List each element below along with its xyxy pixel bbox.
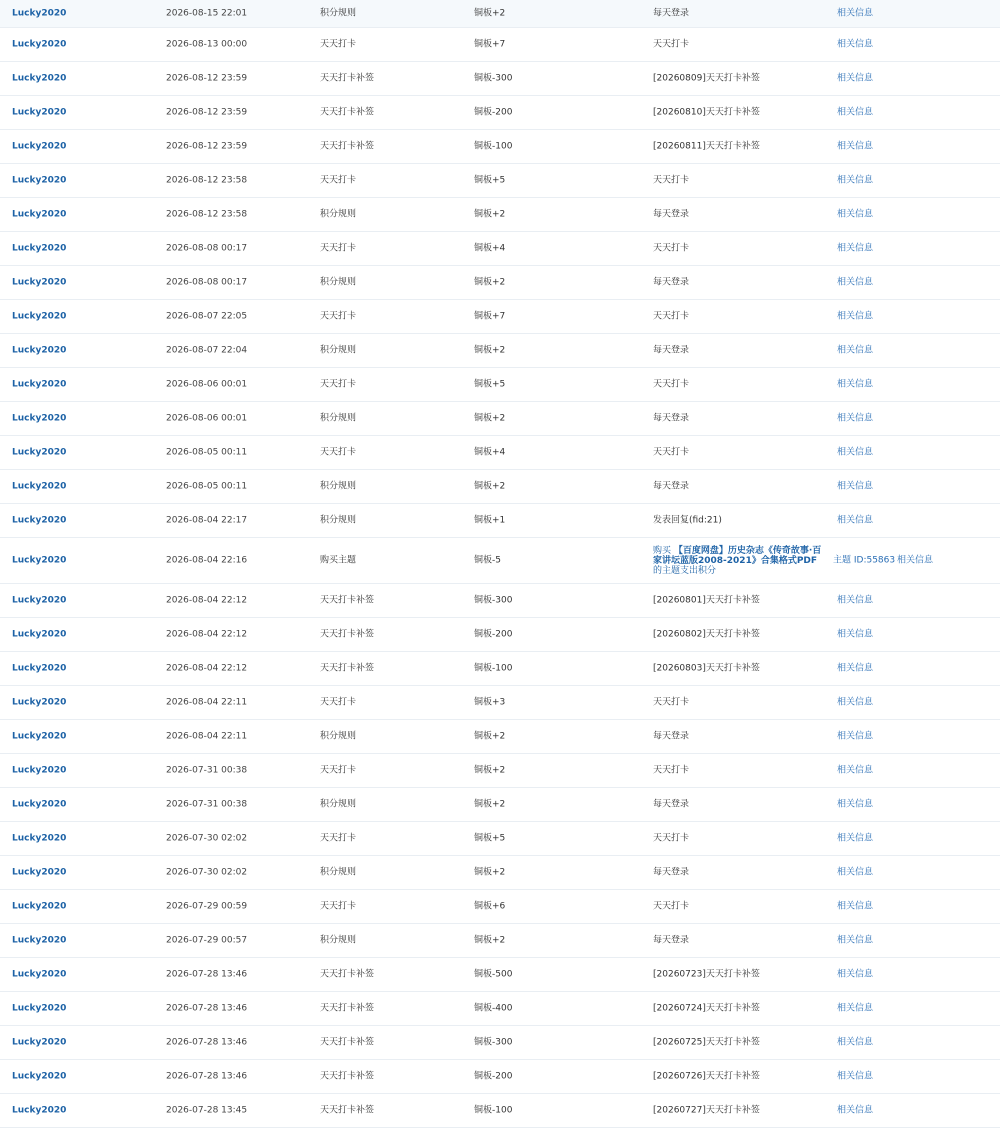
- log-detail: 每天登录: [653, 277, 690, 287]
- log-detail: 天天打卡: [653, 39, 690, 49]
- username-link[interactable]: Lucky2020: [12, 175, 67, 185]
- credit-change: 铜板+5: [474, 175, 506, 185]
- table-row: [0, 754, 1000, 788]
- operation-type: 积分规则: [320, 867, 357, 877]
- table-row: [0, 890, 1000, 924]
- operation-type: 天天打卡: [320, 175, 357, 185]
- log-detail: [20260803]天天打卡补签: [653, 663, 760, 673]
- credit-change: 铜板+5: [474, 379, 506, 389]
- log-time: 2026-07-28 13:46: [166, 1071, 248, 1081]
- log-time: 2026-08-06 00:01: [166, 379, 248, 389]
- log-time: 2026-07-28 13:46: [166, 969, 248, 979]
- username-link[interactable]: Lucky2020: [12, 277, 67, 287]
- credit-change: 铜板-500: [474, 969, 513, 979]
- username-link[interactable]: Lucky2020: [12, 901, 67, 911]
- related-info-link[interactable]: 相关信息: [837, 379, 874, 389]
- username-link[interactable]: Lucky2020: [12, 731, 67, 741]
- related-info-link[interactable]: 相关信息: [837, 8, 874, 18]
- related-info-link[interactable]: 相关信息: [837, 1071, 874, 1081]
- operation-type: 积分规则: [320, 481, 357, 491]
- topic-title-link[interactable]: 【百度网盘】历史杂志《传奇故事·百家讲坛蓝版2008-2021》合集格式PDF: [653, 545, 822, 566]
- username-link[interactable]: Lucky2020: [12, 141, 67, 151]
- log-detail: 每天登录: [653, 8, 690, 18]
- log-detail: 每天登录: [653, 935, 690, 945]
- table-row: [0, 686, 1000, 720]
- log-time: 2026-08-12 23:58: [166, 175, 248, 185]
- username-link[interactable]: Lucky2020: [12, 799, 67, 809]
- log-detail: [20260725]天天打卡补签: [653, 1037, 760, 1047]
- operation-type: 积分规则: [320, 345, 357, 355]
- credit-change: 铜板-200: [474, 629, 513, 639]
- log-time: 2026-08-06 00:01: [166, 413, 248, 423]
- log-time: 2026-08-08 00:17: [166, 277, 248, 287]
- log-time: 2026-08-07 22:05: [166, 311, 248, 321]
- log-time: 2026-08-04 22:12: [166, 629, 248, 639]
- operation-type: 购买主题: [320, 555, 357, 565]
- credit-change: 铜板+2: [474, 867, 506, 877]
- credit-change: 铜板+2: [474, 799, 506, 809]
- credit-change: 铜板+2: [474, 731, 506, 741]
- log-time: 2026-08-12 23:58: [166, 209, 248, 219]
- log-time: 2026-08-04 22:11: [166, 731, 248, 741]
- related-info-link[interactable]: 相关信息: [837, 515, 874, 525]
- operation-type: 积分规则: [320, 413, 357, 423]
- credit-change: 铜板+6: [474, 901, 506, 911]
- table-row: [0, 1060, 1000, 1094]
- table-row: [0, 300, 1000, 334]
- log-detail: 天天打卡: [653, 379, 690, 389]
- related-info-link[interactable]: 相关信息: [837, 595, 874, 605]
- related-info-link[interactable]: 相关信息: [837, 765, 874, 775]
- credit-change: 铜板+2: [474, 8, 506, 18]
- operation-type: 天天打卡补签: [320, 1003, 375, 1013]
- table-row: [0, 618, 1000, 652]
- username-link[interactable]: Lucky2020: [12, 935, 67, 945]
- log-detail: 每天登录: [653, 799, 690, 809]
- detail-suffix: 的主题支出积分: [653, 565, 717, 576]
- username-link[interactable]: Lucky2020: [12, 107, 67, 117]
- operation-type: 天天打卡: [320, 243, 357, 253]
- log-time: 2026-08-04 22:17: [166, 515, 248, 525]
- operation-type: 天天打卡: [320, 447, 357, 457]
- log-time: 2026-07-30 02:02: [166, 833, 248, 843]
- log-time: 2026-07-29 00:57: [166, 935, 248, 945]
- username-link[interactable]: Lucky2020: [12, 515, 67, 525]
- operation-type: 积分规则: [320, 935, 357, 945]
- table-row: [0, 130, 1000, 164]
- related-info-link[interactable]: 相关信息: [837, 833, 874, 843]
- username-link[interactable]: Lucky2020: [12, 629, 67, 639]
- related-info-link[interactable]: 相关信息: [837, 243, 874, 253]
- log-detail: [20260727]天天打卡补签: [653, 1105, 760, 1115]
- log-detail: 天天打卡: [653, 447, 690, 457]
- log-time: 2026-08-04 22:16: [166, 555, 248, 565]
- log-detail: [20260726]天天打卡补签: [653, 1071, 760, 1081]
- log-detail: 每天登录: [653, 345, 690, 355]
- credit-change: 铜板-5: [474, 555, 501, 565]
- log-detail: [20260810]天天打卡补签: [653, 107, 760, 117]
- credit-change: 铜板-300: [474, 1037, 513, 1047]
- operation-type: 天天打卡: [320, 833, 357, 843]
- log-time: 2026-08-04 22:12: [166, 595, 248, 605]
- credit-change: 铜板+2: [474, 345, 506, 355]
- credit-change: 铜板-200: [474, 107, 513, 117]
- operation-type: 积分规则: [320, 799, 357, 809]
- table-row: [0, 992, 1000, 1026]
- credit-change: 铜板-300: [474, 595, 513, 605]
- credit-change: 铜板+2: [474, 277, 506, 287]
- related-info-link[interactable]: 相关信息: [837, 73, 874, 83]
- operation-type: 天天打卡补签: [320, 141, 375, 151]
- credit-change: 铜板+3: [474, 697, 506, 707]
- log-detail: 每天登录: [653, 867, 690, 877]
- log-detail: 天天打卡: [653, 175, 690, 185]
- operation-type: 天天打卡补签: [320, 107, 375, 117]
- related-info-link[interactable]: 相关信息: [897, 555, 934, 565]
- username-link[interactable]: Lucky2020: [12, 833, 67, 843]
- operation-type: 积分规则: [320, 731, 357, 741]
- credit-change: 铜板-300: [474, 73, 513, 83]
- related-info-link[interactable]: 相关信息: [837, 1105, 874, 1115]
- log-time: 2026-07-30 02:02: [166, 867, 248, 877]
- table-row: [0, 470, 1000, 504]
- log-detail: 天天打卡: [653, 243, 690, 253]
- operation-type: 天天打卡补签: [320, 1105, 375, 1115]
- related-info-link[interactable]: 相关信息: [837, 39, 874, 49]
- log-detail: 天天打卡: [653, 833, 690, 843]
- log-detail: [20260723]天天打卡补签: [653, 969, 760, 979]
- topic-id-link[interactable]: 主题 ID:55863: [833, 555, 896, 565]
- log-time: 2026-08-15 22:01: [166, 8, 248, 18]
- table-row: [0, 1026, 1000, 1060]
- operation-type: 天天打卡补签: [320, 629, 375, 639]
- table-row: [0, 232, 1000, 266]
- related-info-link[interactable]: 相关信息: [837, 481, 874, 491]
- log-detail: 每天登录: [653, 481, 690, 491]
- table-row: [0, 504, 1000, 538]
- username-link[interactable]: Lucky2020: [12, 73, 67, 83]
- username-link[interactable]: Lucky2020: [12, 39, 67, 49]
- username-link[interactable]: Lucky2020: [12, 1037, 67, 1047]
- log-time: 2026-08-04 22:12: [166, 663, 248, 673]
- log-time: 2026-08-13 00:00: [166, 39, 248, 49]
- log-detail: 天天打卡: [653, 765, 690, 775]
- operation-type: 天天打卡补签: [320, 969, 375, 979]
- log-detail: 天天打卡: [653, 901, 690, 911]
- related-info-link[interactable]: 相关信息: [837, 175, 874, 185]
- table-row: [0, 0, 1000, 28]
- table-row: [0, 652, 1000, 686]
- operation-type: 天天打卡: [320, 379, 357, 389]
- credit-change: 铜板+7: [474, 311, 506, 321]
- log-detail: 每天登录: [653, 413, 690, 423]
- credit-change: 铜板-200: [474, 1071, 513, 1081]
- credit-change: 铜板+2: [474, 209, 506, 219]
- table-row: [0, 720, 1000, 754]
- log-time: 2026-07-28 13:46: [166, 1037, 248, 1047]
- log-detail: [20260811]天天打卡补签: [653, 141, 760, 151]
- table-row: [0, 856, 1000, 890]
- credit-change: 铜板+4: [474, 243, 506, 253]
- credit-change: 铜板+4: [474, 447, 506, 457]
- username-link[interactable]: Lucky2020: [12, 595, 67, 605]
- log-detail: [20260724]天天打卡补签: [653, 1003, 760, 1013]
- credit-change: 铜板+5: [474, 833, 506, 843]
- table-row: [0, 368, 1000, 402]
- table-row: [0, 436, 1000, 470]
- related-info-link[interactable]: 相关信息: [837, 969, 874, 979]
- table-row: [0, 96, 1000, 130]
- operation-type: 天天打卡补签: [320, 73, 375, 83]
- log-time: 2026-08-07 22:04: [166, 345, 248, 355]
- log-time: 2026-07-29 00:59: [166, 901, 248, 911]
- related-info-link[interactable]: 相关信息: [837, 277, 874, 287]
- username-link[interactable]: Lucky2020: [12, 1071, 67, 1081]
- table-row: [0, 584, 1000, 618]
- related-info-link[interactable]: 相关信息: [837, 1037, 874, 1047]
- username-link[interactable]: Lucky2020: [12, 447, 67, 457]
- operation-type: 天天打卡: [320, 901, 357, 911]
- username-link[interactable]: Lucky2020: [12, 481, 67, 491]
- table-row: [0, 788, 1000, 822]
- username-link[interactable]: Lucky2020: [12, 379, 67, 389]
- log-detail: 发表回复(fid:21): [653, 515, 722, 525]
- log-time: 2026-07-28 13:45: [166, 1105, 248, 1115]
- table-row: [0, 28, 1000, 62]
- related-info-link[interactable]: 相关信息: [837, 1003, 874, 1013]
- operation-type: 积分规则: [320, 209, 357, 219]
- log-detail: 天天打卡: [653, 697, 690, 707]
- detail-prefix: 购买: [653, 545, 674, 556]
- related-info-link[interactable]: 相关信息: [837, 935, 874, 945]
- related-info-link[interactable]: 相关信息: [837, 141, 874, 151]
- related-info-link[interactable]: 相关信息: [837, 413, 874, 423]
- related-info-link[interactable]: 相关信息: [837, 731, 874, 741]
- username-link[interactable]: Lucky2020: [12, 209, 67, 219]
- related-info-link[interactable]: 相关信息: [837, 345, 874, 355]
- table-row: [0, 924, 1000, 958]
- log-time: 2026-08-12 23:59: [166, 73, 248, 83]
- related-info-link[interactable]: 相关信息: [837, 447, 874, 457]
- log-time: 2026-08-05 00:11: [166, 447, 248, 457]
- operation-type: 天天打卡补签: [320, 663, 375, 673]
- log-time: 2026-08-04 22:11: [166, 697, 248, 707]
- username-link[interactable]: Lucky2020: [12, 663, 67, 673]
- username-link[interactable]: Lucky2020: [12, 555, 67, 565]
- related-info-link[interactable]: 相关信息: [837, 629, 874, 639]
- table-row: [0, 198, 1000, 232]
- operation-type: 积分规则: [320, 8, 357, 18]
- username-link[interactable]: Lucky2020: [12, 867, 67, 877]
- log-time: 2026-08-05 00:11: [166, 481, 248, 491]
- related-info-link[interactable]: 相关信息: [837, 107, 874, 117]
- table-row: [0, 164, 1000, 198]
- table-row: [0, 334, 1000, 368]
- operation-type: 天天打卡补签: [320, 595, 375, 605]
- related-info-link[interactable]: 相关信息: [837, 697, 874, 707]
- table-row: [0, 538, 1000, 584]
- credit-change: 铜板-100: [474, 141, 513, 151]
- log-detail: [20260801]天天打卡补签: [653, 595, 760, 605]
- operation-type: 天天打卡: [320, 39, 357, 49]
- related-info-link[interactable]: 相关信息: [837, 901, 874, 911]
- log-detail: [653, 546, 825, 576]
- credit-change: 铜板+1: [474, 515, 506, 525]
- credit-change: 铜板-100: [474, 1105, 513, 1115]
- log-time: 2026-07-31 00:38: [166, 765, 248, 775]
- related-info-link[interactable]: 相关信息: [837, 311, 874, 321]
- credit-change: 铜板+2: [474, 935, 506, 945]
- table-row: [0, 62, 1000, 96]
- username-link[interactable]: Lucky2020: [12, 1105, 67, 1115]
- related-info-link[interactable]: 相关信息: [837, 867, 874, 877]
- credit-change: 铜板+2: [474, 413, 506, 423]
- credit-change: 铜板-100: [474, 663, 513, 673]
- table-row: [0, 822, 1000, 856]
- operation-type: 积分规则: [320, 515, 357, 525]
- username-link[interactable]: Lucky2020: [12, 243, 67, 253]
- log-time: 2026-08-12 23:59: [166, 107, 248, 117]
- log-time: 2026-08-08 00:17: [166, 243, 248, 253]
- username-link[interactable]: Lucky2020: [12, 1003, 67, 1013]
- username-link[interactable]: Lucky2020: [12, 413, 67, 423]
- operation-type: 天天打卡: [320, 697, 357, 707]
- related-info-link[interactable]: 相关信息: [837, 663, 874, 673]
- log-detail: [20260802]天天打卡补签: [653, 629, 760, 639]
- username-link[interactable]: Lucky2020: [12, 345, 67, 355]
- log-detail: 每天登录: [653, 731, 690, 741]
- log-detail: 每天登录: [653, 209, 690, 219]
- related-info-link[interactable]: 相关信息: [837, 799, 874, 809]
- credit-change: 铜板+2: [474, 765, 506, 775]
- credit-change: 铜板-400: [474, 1003, 513, 1013]
- table-row: [0, 958, 1000, 992]
- operation-type: 天天打卡补签: [320, 1037, 375, 1047]
- username-link[interactable]: Lucky2020: [12, 765, 67, 775]
- username-link[interactable]: Lucky2020: [12, 8, 67, 18]
- table-row: [0, 266, 1000, 300]
- related-info-link[interactable]: 相关信息: [837, 209, 874, 219]
- log-time: 2026-08-12 23:59: [166, 141, 248, 151]
- log-detail: [20260809]天天打卡补签: [653, 73, 760, 83]
- log-time: 2026-07-28 13:46: [166, 1003, 248, 1013]
- credit-change: 铜板+7: [474, 39, 506, 49]
- operation-type: 天天打卡补签: [320, 1071, 375, 1081]
- operation-type: 天天打卡: [320, 765, 357, 775]
- table-row: [0, 1094, 1000, 1128]
- username-link[interactable]: Lucky2020: [12, 697, 67, 707]
- log-detail: 天天打卡: [653, 311, 690, 321]
- operation-type: 积分规则: [320, 277, 357, 287]
- operation-type: 天天打卡: [320, 311, 357, 321]
- username-link[interactable]: Lucky2020: [12, 969, 67, 979]
- username-link[interactable]: Lucky2020: [12, 311, 67, 321]
- table-row: [0, 402, 1000, 436]
- credit-change: 铜板+2: [474, 481, 506, 491]
- log-time: 2026-07-31 00:38: [166, 799, 248, 809]
